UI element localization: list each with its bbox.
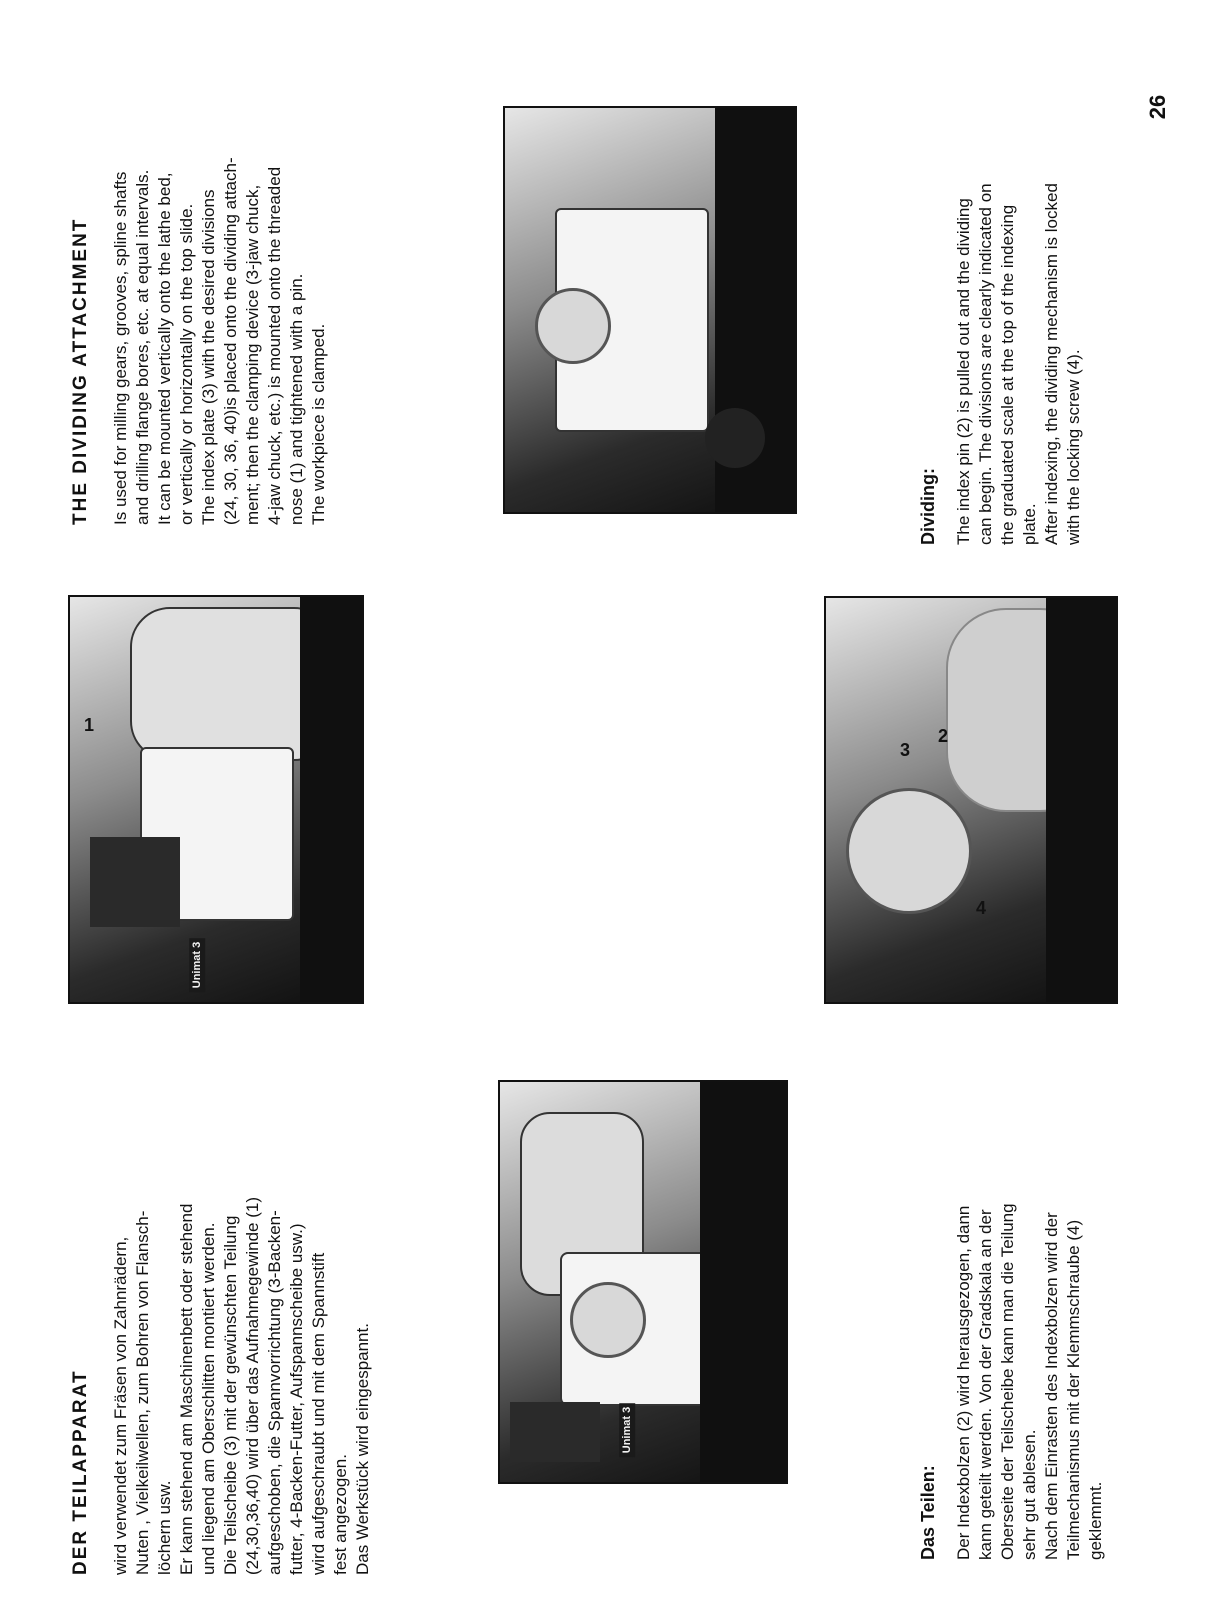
german-dividing-section <box>918 1040 1107 1560</box>
german-dividing-line: Teilmechanismus mit der Klemmschraube (4) <box>1064 1219 1083 1560</box>
photo-brand-label: Unimat 3 <box>189 938 205 992</box>
german-line: und liegend am Oberschlitten montiert werden. <box>199 1222 218 1575</box>
german-line: Er kann stehend am Maschinenbett oder stehend <box>177 1203 196 1575</box>
german-dividing-line: geklemmt. <box>1086 1481 1105 1560</box>
german-line: löchern usw. <box>155 1480 174 1575</box>
photo-brand-label: Unimat 3 <box>619 1403 635 1457</box>
english-dividing-line: The index pin (2) is pulled out and the dividing <box>954 198 973 545</box>
english-line: or vertically or horizontally on the top slide. <box>177 203 196 525</box>
english-line: The index plate (3) with the desired divisions <box>199 189 218 525</box>
german-dividing-title: Das Teilen: <box>918 1465 938 1560</box>
german-title: DER TEILAPPARAT <box>70 1369 91 1575</box>
english-line: It can be mounted vertically onto the lathe bed, <box>155 172 174 525</box>
english-dividing-line: can begin. The divisions are clearly indicated on <box>976 183 995 545</box>
photo-callout-label: 3 <box>900 740 911 760</box>
german-line: fest angezogen. <box>331 1454 350 1575</box>
german-line: (24,30,36,40) wird über das Aufnahmegewinde (1) <box>243 1196 262 1575</box>
english-line: (24, 30, 36, 40)is placed onto the dividing attach- <box>221 157 240 525</box>
english-line: nose (1) and tightened with a pin. <box>287 273 306 525</box>
photo-handwheel-shape <box>705 408 765 468</box>
english-dividing-section <box>918 45 1085 545</box>
english-dividing-line: After indexing, the dividing mechanism is locked <box>1042 183 1061 545</box>
photo-callout-label: 4 <box>976 898 987 918</box>
german-section <box>70 1055 374 1575</box>
photo-index-pin-operation <box>824 596 1118 1004</box>
german-line: Das Werkstück wird eingespannt. <box>353 1323 372 1575</box>
german-dividing-line: sehr gut ablesen. <box>1020 1429 1039 1560</box>
english-dividing-line: plate. <box>1020 503 1039 545</box>
english-dividing-title: Dividing: <box>918 468 938 545</box>
photo-controller-shape <box>510 1402 600 1462</box>
english-line: ment; then the clamping device (3-jaw chuck, <box>243 184 262 525</box>
page-number: 26 <box>1145 94 1170 120</box>
photo-bed-shape <box>1046 598 1116 1002</box>
german-line: Die Teilscheibe (3) mit der gewünschten Teilung <box>221 1215 240 1575</box>
english-section <box>70 35 330 525</box>
photo-index-disc-shape <box>570 1282 646 1358</box>
english-line: The workpiece is clamped. <box>309 323 328 525</box>
photo-index-disc-shape <box>846 788 972 914</box>
photo-callout-label: 1 <box>84 715 95 735</box>
german-dividing-line: Oberseite der Teilscheibe kann man die Teilung <box>998 1203 1017 1560</box>
german-dividing-line: Nach dem Einrasten des Indexbolzen wird der <box>1042 1212 1061 1560</box>
german-line: wird aufgeschraubt und mit dem Spannstift <box>309 1252 328 1575</box>
english-line: Is used for milling gears, grooves, spline shafts <box>111 171 130 525</box>
german-line: aufgeschoben, die Spannvorrichtung (3-Backen- <box>265 1210 284 1575</box>
photo-dividing-attachment-front <box>68 595 364 1004</box>
photo-callout-label: 2 <box>938 726 949 746</box>
photo-dividing-attachment-chuck <box>503 106 797 514</box>
german-line: wird verwendet zum Fräsen von Zahnrädern, <box>111 1236 130 1575</box>
english-line: and drilling flange bores, etc. at equal intervals. <box>133 169 152 525</box>
english-dividing-line: with the locking screw (4). <box>1064 349 1083 545</box>
photo-controller-shape <box>90 837 180 927</box>
photo-bed-shape <box>300 597 362 1002</box>
photo-bed-shape <box>700 1082 786 1482</box>
english-line: 4-jaw chuck, etc.) is mounted onto the threaded <box>265 166 284 525</box>
german-line: futter, 4-Backen-Futter, Aufspannscheibe usw.) <box>287 1223 306 1575</box>
photo-chuck-shape <box>535 288 611 364</box>
german-dividing-line: kann geteilt werden. Von der Gradskala an der <box>976 1209 995 1560</box>
english-title: THE DIVIDING ATTACHMENT <box>70 217 91 525</box>
german-dividing-line: Der Indexbolzen (2) wird herausgezogen, dann <box>954 1205 973 1560</box>
photo-dividing-attachment-lathe <box>498 1080 788 1484</box>
german-line: Nuten , Vielkeilwellen, zum Bohren von Flansch- <box>133 1210 152 1575</box>
english-dividing-line: the graduated scale at the top of the indexing <box>998 204 1017 545</box>
